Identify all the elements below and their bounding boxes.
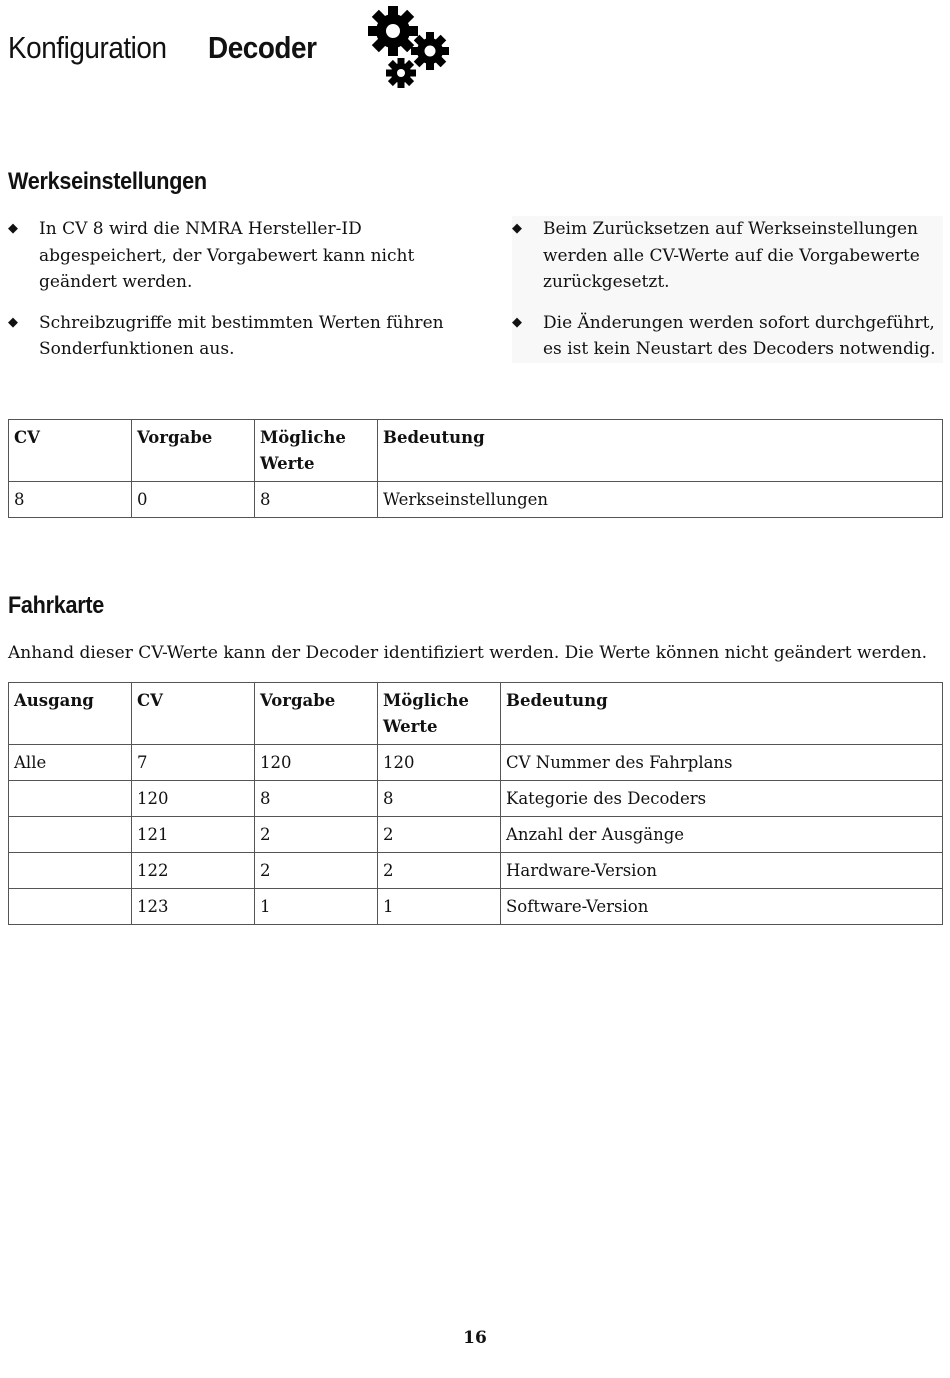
table-cell: 2 <box>378 817 501 853</box>
list-item: ◆ Beim Zurücksetzen auf Werkseinstellungen werden alle CV-Werte auf die Vorgabewerte zurückgesetzt. <box>512 216 943 296</box>
diamond-bullet-icon: ◆ <box>512 221 522 236</box>
table-cell: 8 <box>255 781 378 817</box>
left-bullet-column <box>8 216 458 377</box>
table-row <box>9 781 943 817</box>
gear-medium-icon <box>411 32 449 70</box>
table-row <box>9 889 943 925</box>
table-cell: 8 <box>378 781 501 817</box>
section-intro-text: Anhand dieser CV-Werte kann der Decoder identifiziert werden. Die Werte können nicht geändert werden. <box>8 643 928 663</box>
table-cell: 2 <box>255 853 378 889</box>
column-header: Mögliche Werte <box>255 420 378 482</box>
section-heading-fahrkarte: Fahrkarte <box>8 592 105 619</box>
diamond-bullet-icon: ◆ <box>8 221 18 236</box>
gears-icon <box>368 6 458 92</box>
column-header: Vorgabe <box>255 683 378 745</box>
table-cell: 8 <box>9 482 132 518</box>
table-cell: 122 <box>132 853 255 889</box>
table-cell: CV Nummer des Fahrplans <box>501 745 943 781</box>
table-cell: 120 <box>255 745 378 781</box>
gear-small-icon <box>386 58 416 88</box>
table-row <box>9 817 943 853</box>
table-cell: 8 <box>255 482 378 518</box>
table-cell: 123 <box>132 889 255 925</box>
table-row <box>9 482 943 518</box>
table-cell <box>9 889 132 925</box>
table-cell: Alle <box>9 745 132 781</box>
table-cell: 121 <box>132 817 255 853</box>
diamond-bullet-icon: ◆ <box>8 314 18 330</box>
column-header: Bedeutung <box>378 420 943 482</box>
table-cell: Anzahl der Ausgänge <box>501 817 943 853</box>
right-bullet-column <box>512 216 943 363</box>
page-header <box>8 0 608 100</box>
table-cell <box>9 781 132 817</box>
diamond-bullet-icon: ◆ <box>512 314 522 330</box>
table-cell: 120 <box>378 745 501 781</box>
column-header: CV <box>132 683 255 745</box>
table-cell <box>9 817 132 853</box>
table-row <box>9 853 943 889</box>
page-title: Decoder <box>208 30 317 65</box>
column-header: Ausgang <box>9 683 132 745</box>
fahrkarte-table <box>8 682 943 925</box>
table-header-row <box>9 420 943 482</box>
gear-large-icon <box>368 6 418 56</box>
table-row <box>9 745 943 781</box>
table-cell: 0 <box>132 482 255 518</box>
column-header: Bedeutung <box>501 683 943 745</box>
page-number: 16 <box>463 1328 487 1348</box>
page-title-category: Konfiguration <box>8 30 167 65</box>
table-header-row <box>9 683 943 745</box>
werkseinstellungen-table <box>8 419 943 518</box>
table-cell: Kategorie des Decoders <box>501 781 943 817</box>
table-cell: 120 <box>132 781 255 817</box>
table-cell: Software-Version <box>501 889 943 925</box>
table-cell: Hardware-Version <box>501 853 943 889</box>
table-cell: 1 <box>378 889 501 925</box>
list-item: ◆ Die Änderungen werden sofort durchgeführt, es ist kein Neustart des Decoders notwendig. <box>512 310 943 363</box>
table-cell: 2 <box>378 853 501 889</box>
section-heading-werkseinstellungen: Werkseinstellungen <box>8 168 207 195</box>
table-cell: 2 <box>255 817 378 853</box>
table-cell: 7 <box>132 745 255 781</box>
list-item: ◆ Schreibzugriffe mit bestimmten Werten führen Sonderfunktionen aus. <box>8 310 458 363</box>
table-cell: Werkseinstellungen <box>378 482 943 518</box>
column-header: Vorgabe <box>132 420 255 482</box>
list-item: ◆ In CV 8 wird die NMRA Hersteller-ID abgespeichert, der Vorgabewert kann nicht geändert werden. <box>8 216 458 296</box>
table-cell: 1 <box>255 889 378 925</box>
column-header: CV <box>9 420 132 482</box>
column-header: Mögliche Werte <box>378 683 501 745</box>
table-cell <box>9 853 132 889</box>
